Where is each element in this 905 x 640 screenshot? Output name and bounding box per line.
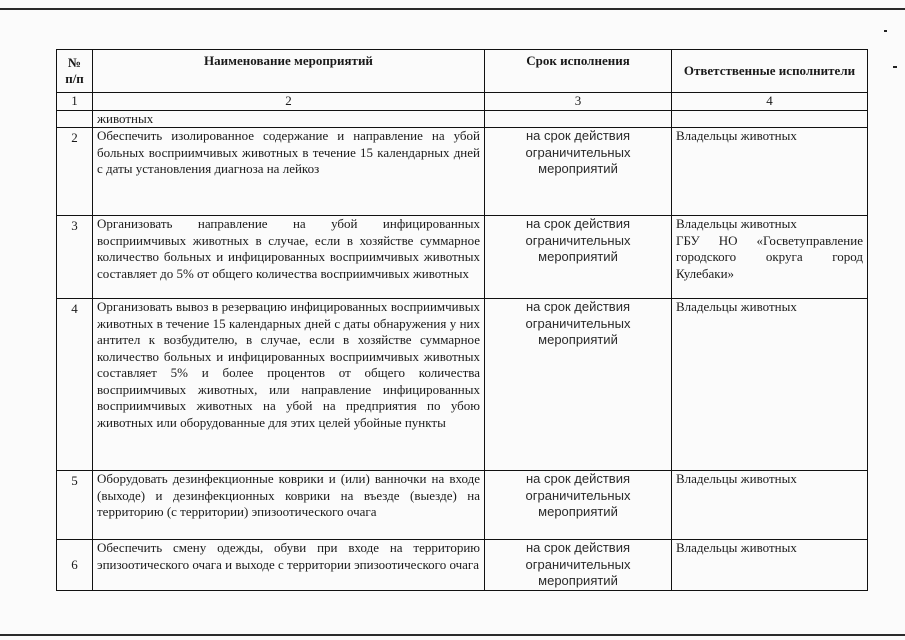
scan-edge-top <box>0 8 905 10</box>
table-row <box>57 540 868 591</box>
row-term: на срок действия ограничительных мероприятий <box>485 540 672 591</box>
header-row <box>57 50 868 93</box>
row-measure: Обеспечить изолированное содержание и направление на убой больных восприимчивых животных в течение 15 календарных дней с даты установления диагноза на лейкоз <box>93 128 485 216</box>
header-name: Наименование мероприятий <box>93 50 485 93</box>
table-row <box>57 471 868 540</box>
row-responsible <box>672 216 868 299</box>
row-term: на срок действия ограничительных мероприятий <box>485 299 672 471</box>
row-measure: Организовать вывоз в резервацию инфицированных восприимчивых животных в течение 15 календарных дней с даты обнаружения у них антител к возбудителю, в случае, если в хозяйстве суммарное количество больных и инфицированных восприимчивых животных составляет 5% и более процентов от общего количества восприимчивых животных, или направление инфицированных восприимчивых животных на убой на предприятия по убою животных или оборудованные для этих целей убойные пункты <box>93 299 485 471</box>
row-number: 2 <box>57 128 93 216</box>
index-cell: 3 <box>485 93 672 111</box>
row-measure: Организовать направление на убой инфицированных восприимчивых животных в случае, если в хозяйстве суммарное количество больных и инфицированных восприимчивых животных составляет до 5% от общего количества восприимчивых животных <box>93 216 485 299</box>
responsible-line: ГБУ НО «Госветуправление городского округа город Кулебаки» <box>676 232 863 281</box>
row-number: 6 <box>57 540 93 591</box>
row-responsible: Владельцы животных <box>672 540 868 591</box>
measures-table <box>56 49 868 591</box>
table-row <box>57 299 868 471</box>
table-row <box>57 128 868 216</box>
index-row <box>57 93 868 111</box>
row-responsible: Владельцы животных <box>672 299 868 471</box>
row-number: 4 <box>57 299 93 471</box>
table-row <box>57 216 868 299</box>
row-number: 3 <box>57 216 93 299</box>
row-measure: Оборудовать дезинфекционные коврики и (или) ванночки на входе (выходе) и дезинфекционных коврики на въезде (выезде) на территорию (с территории) эпизоотического очага <box>93 471 485 540</box>
row-responsible: Владельцы животных <box>672 471 868 540</box>
row-term: на срок действия ограничительных мероприятий <box>485 471 672 540</box>
scan-speck <box>893 66 897 68</box>
row-measure: Обеспечить смену одежды, обуви при входе на территорию эпизоотического очага и выходе с территории эпизоотического очага <box>93 540 485 591</box>
responsible-line: Владельцы животных <box>676 216 797 231</box>
index-cell: 1 <box>57 93 93 111</box>
row-responsible: Владельцы животных <box>672 128 868 216</box>
index-cell: 2 <box>93 93 485 111</box>
row-number: 5 <box>57 471 93 540</box>
continuation-text: животных <box>93 110 485 128</box>
table-row <box>57 110 868 128</box>
row-term: на срок действия ограничительных мероприятий <box>485 128 672 216</box>
header-term: Срок исполнения <box>485 50 672 93</box>
index-cell: 4 <box>672 93 868 111</box>
header-resp: Ответственные исполнители <box>672 50 868 93</box>
scan-speck <box>884 30 887 32</box>
row-term: на срок действия ограничительных мероприятий <box>485 216 672 299</box>
header-num: № п/п <box>57 50 93 93</box>
scan-edge-bottom <box>0 634 905 636</box>
